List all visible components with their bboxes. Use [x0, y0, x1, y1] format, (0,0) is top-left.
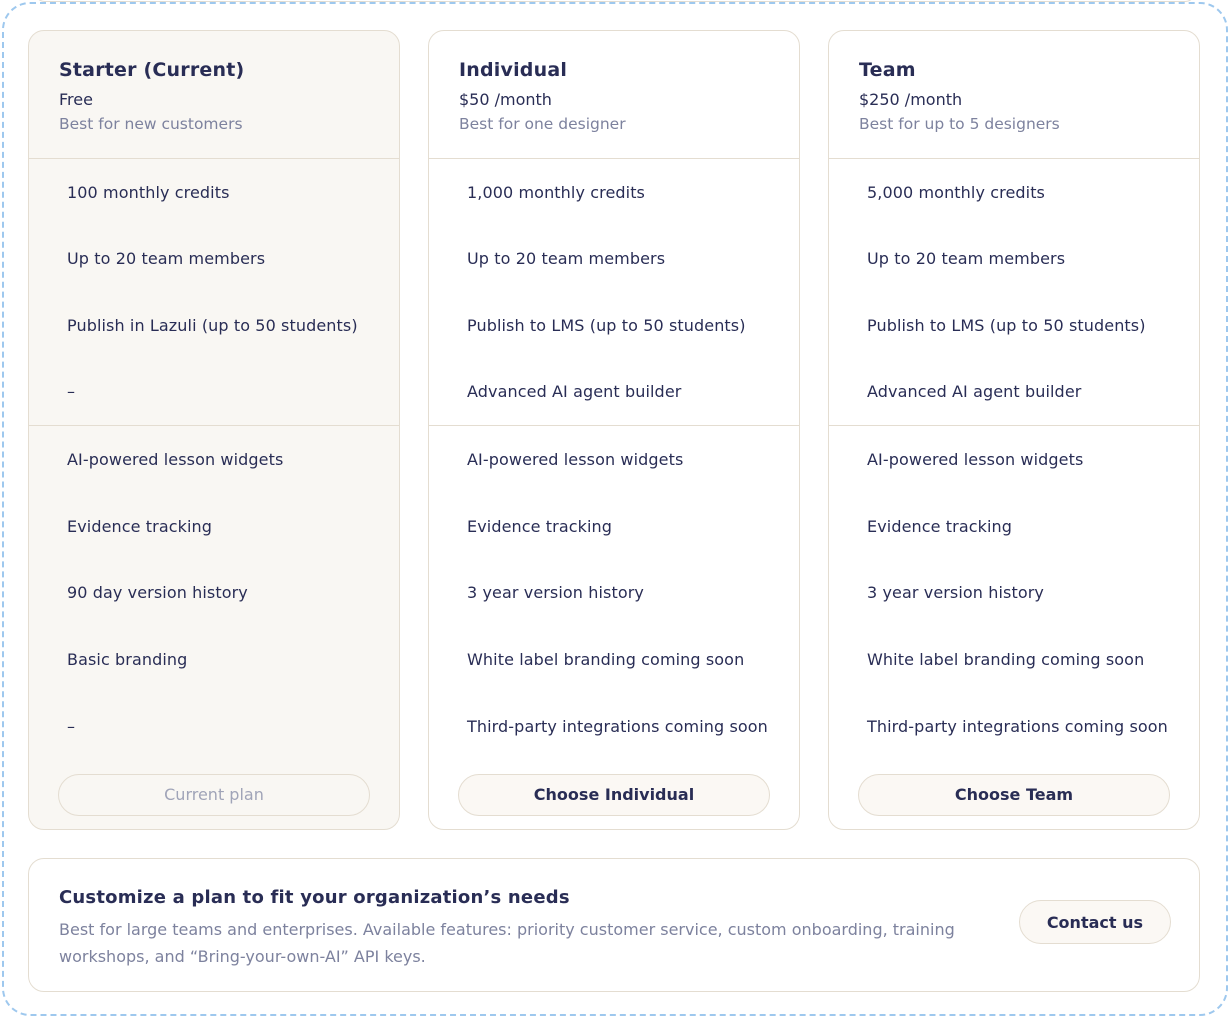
plan-price: Free	[59, 90, 93, 109]
plan-audience: Best for one designer	[459, 115, 626, 133]
feature-item: Evidence tracking	[467, 516, 613, 536]
plan-header	[429, 31, 799, 159]
feature-item: 3 year version history	[867, 583, 1044, 603]
feature-item: Publish in Lazuli (up to 50 students)	[67, 315, 358, 335]
plan-name: Team	[859, 59, 916, 81]
current-plan-button: Current plan	[58, 774, 370, 816]
feature-item: Up to 20 team members	[67, 249, 266, 269]
feature-item: Third-party integrations coming soon	[467, 717, 768, 737]
feature-item: –	[67, 382, 76, 402]
plan-audience: Best for up to 5 designers	[859, 115, 1060, 133]
feature-item: Up to 20 team members	[467, 249, 666, 269]
feature-item: Third-party integrations coming soon	[867, 717, 1168, 737]
core-feature-list	[829, 159, 1199, 426]
choose-team-button[interactable]: Choose Team	[858, 774, 1170, 816]
plan-header	[29, 31, 399, 159]
custom-plan-text	[59, 886, 1019, 970]
plan-header	[829, 31, 1199, 159]
feature-item: 5,000 monthly credits	[867, 182, 1045, 202]
plan-card-team	[828, 30, 1200, 830]
contact-us-button[interactable]: Contact us	[1019, 900, 1171, 944]
plans-row	[28, 30, 1200, 830]
feature-item: Publish to LMS (up to 50 students)	[467, 315, 746, 335]
feature-item: White label branding coming soon	[867, 650, 1145, 670]
plan-cta-area	[829, 760, 1199, 829]
feature-item: Evidence tracking	[867, 516, 1013, 536]
feature-item: White label branding coming soon	[467, 650, 745, 670]
custom-plan-description: Best for large teams and enterprises. Available features: priority customer service, custom onboarding, training workshops, and “Bring-your-own-AI” API keys.	[59, 920, 955, 966]
feature-item: Evidence tracking	[67, 516, 213, 536]
core-feature-list	[429, 159, 799, 426]
feature-item: AI-powered lesson widgets	[867, 449, 1084, 469]
plan-cta-area	[29, 760, 399, 829]
choose-individual-button[interactable]: Choose Individual	[458, 774, 770, 816]
previous-section-bottom-edge	[34, 0, 1196, 2]
feature-item: Up to 20 team members	[867, 249, 1066, 269]
feature-item: 3 year version history	[467, 583, 644, 603]
feature-item: AI-powered lesson widgets	[67, 449, 284, 469]
plan-card-starter	[28, 30, 400, 830]
core-feature-list	[29, 159, 399, 426]
feature-item: Advanced AI agent builder	[467, 382, 682, 402]
plan-price: $50 /month	[459, 90, 552, 109]
custom-plan-banner	[28, 858, 1200, 992]
extra-feature-list	[29, 426, 399, 760]
plan-name: Starter (Current)	[59, 59, 245, 81]
pricing-plans-page	[28, 30, 1200, 992]
feature-item: AI-powered lesson widgets	[467, 449, 684, 469]
extra-feature-list	[429, 426, 799, 760]
plan-price: $250 /month	[859, 90, 963, 109]
plan-audience: Best for new customers	[59, 115, 243, 133]
feature-item: 100 monthly credits	[67, 182, 230, 202]
feature-item: –	[67, 717, 76, 737]
feature-item: Basic branding	[67, 650, 188, 670]
extra-feature-list	[829, 426, 1199, 760]
plan-cta-area	[429, 760, 799, 829]
feature-item: Publish to LMS (up to 50 students)	[867, 315, 1146, 335]
plan-name: Individual	[459, 59, 568, 81]
feature-item: 90 day version history	[67, 583, 248, 603]
custom-plan-title: Customize a plan to fit your organization’s needs	[59, 887, 570, 908]
feature-item: 1,000 monthly credits	[467, 182, 645, 202]
plan-card-individual	[428, 30, 800, 830]
feature-item: Advanced AI agent builder	[867, 382, 1082, 402]
